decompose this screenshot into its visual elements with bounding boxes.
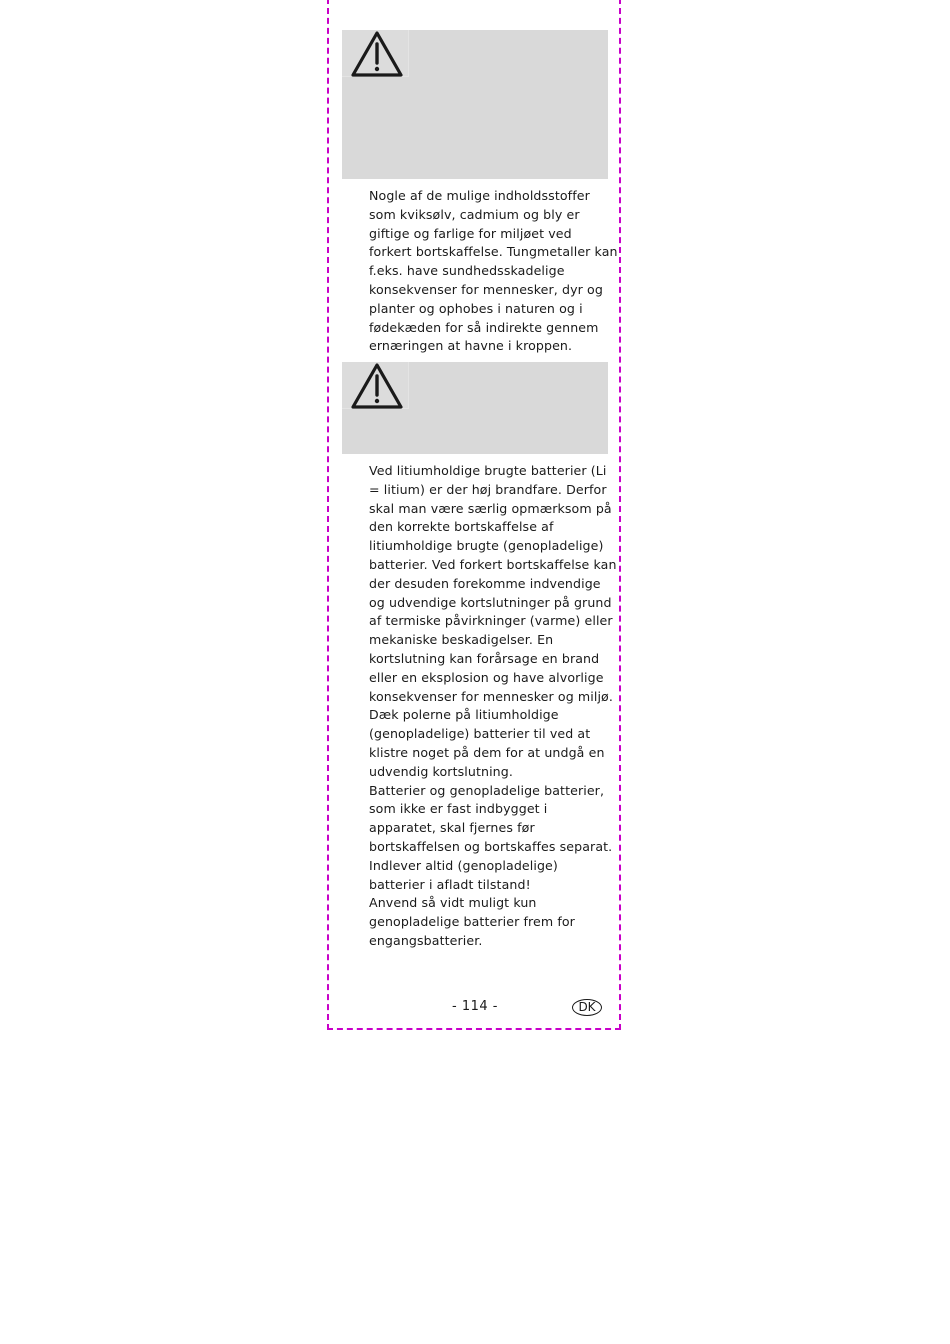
warning-triangle-icon [350, 362, 404, 410]
text-line: udvendig kortslutning. [369, 763, 513, 779]
text-line: apparatet, skal fjernes før [369, 820, 535, 836]
text-line: fødekæden for så indirekte gennem [369, 319, 599, 335]
text-line: af termiske påvirkninger (varme) eller [369, 613, 613, 629]
text-line: genopladelige batterier frem for [369, 914, 575, 930]
text-line: konsekvenser for mennesker og miljø. [369, 688, 613, 704]
text-line: Nogle af de mulige indholdsstoffer [369, 188, 590, 203]
text-line: litiumholdige brugte (genopladelige) [369, 538, 604, 554]
text-line: Ved litiumholdige brugte batterier (Li [369, 463, 607, 478]
warning-icon-cell [342, 30, 409, 77]
text-line: Dæk polerne på litiumholdige [369, 707, 559, 723]
text-line: giftige og farlige for miljøet ved [369, 225, 572, 241]
text-line: batterier. Ved forkert bortskaffelse kan [369, 556, 617, 572]
text-line: eller en eksplosion og have alvorlige [369, 669, 604, 685]
paragraph-heavy-metals [369, 187, 618, 356]
text-line: batterier i afladt tilstand! [369, 876, 531, 892]
text-line: bortskaffelsen og bortskaffes separat. [369, 838, 613, 854]
warning-box-1 [342, 30, 608, 179]
text-line: Anvend så vidt muligt kun [369, 895, 537, 911]
text-line: konsekvenser for mennesker, dyr og [369, 281, 603, 297]
text-line: den korrekte bortskaffelse af [369, 519, 554, 535]
page-number: - 114 - [452, 999, 498, 1014]
text-line: engangsbatterier. [369, 932, 483, 948]
text-line: forkert bortskaffelse. Tungmetaller kan [369, 244, 618, 260]
text-line: som kviksølv, cadmium og bly er [369, 206, 580, 222]
text-line: Batterier og genopladelige batterier, [369, 782, 605, 798]
paragraph-lithium-batteries [369, 462, 617, 951]
text-line: skal man være særlig opmærksom på [369, 500, 612, 516]
text-line: f.eks. have sundhedsskadelige [369, 263, 565, 279]
text-line: der desuden forekomme indvendige [369, 575, 601, 591]
text-line: (genopladelige) batterier til ved at [369, 726, 591, 742]
text-line: og udvendige kortslutninger på grund [369, 594, 612, 610]
language-badge: DK [572, 999, 602, 1016]
warning-box-2 [342, 362, 608, 454]
text-line: = litium) er der høj brandfare. Derfor [369, 481, 607, 497]
text-line: mekaniske beskadigelser. En [369, 632, 554, 648]
text-line: kortslutning kan forårsage en brand [369, 650, 600, 666]
text-line: ernæringen at havne i kroppen. [369, 338, 573, 354]
warning-icon-cell [342, 362, 409, 409]
text-line: Indlever altid (genopladelige) [369, 857, 558, 873]
text-line: planter og ophobes i naturen og i [369, 300, 583, 316]
text-line: som ikke er fast indbygget i [369, 801, 548, 817]
warning-triangle-icon [350, 30, 404, 78]
text-line: klistre noget på dem for at undgå en [369, 744, 605, 760]
